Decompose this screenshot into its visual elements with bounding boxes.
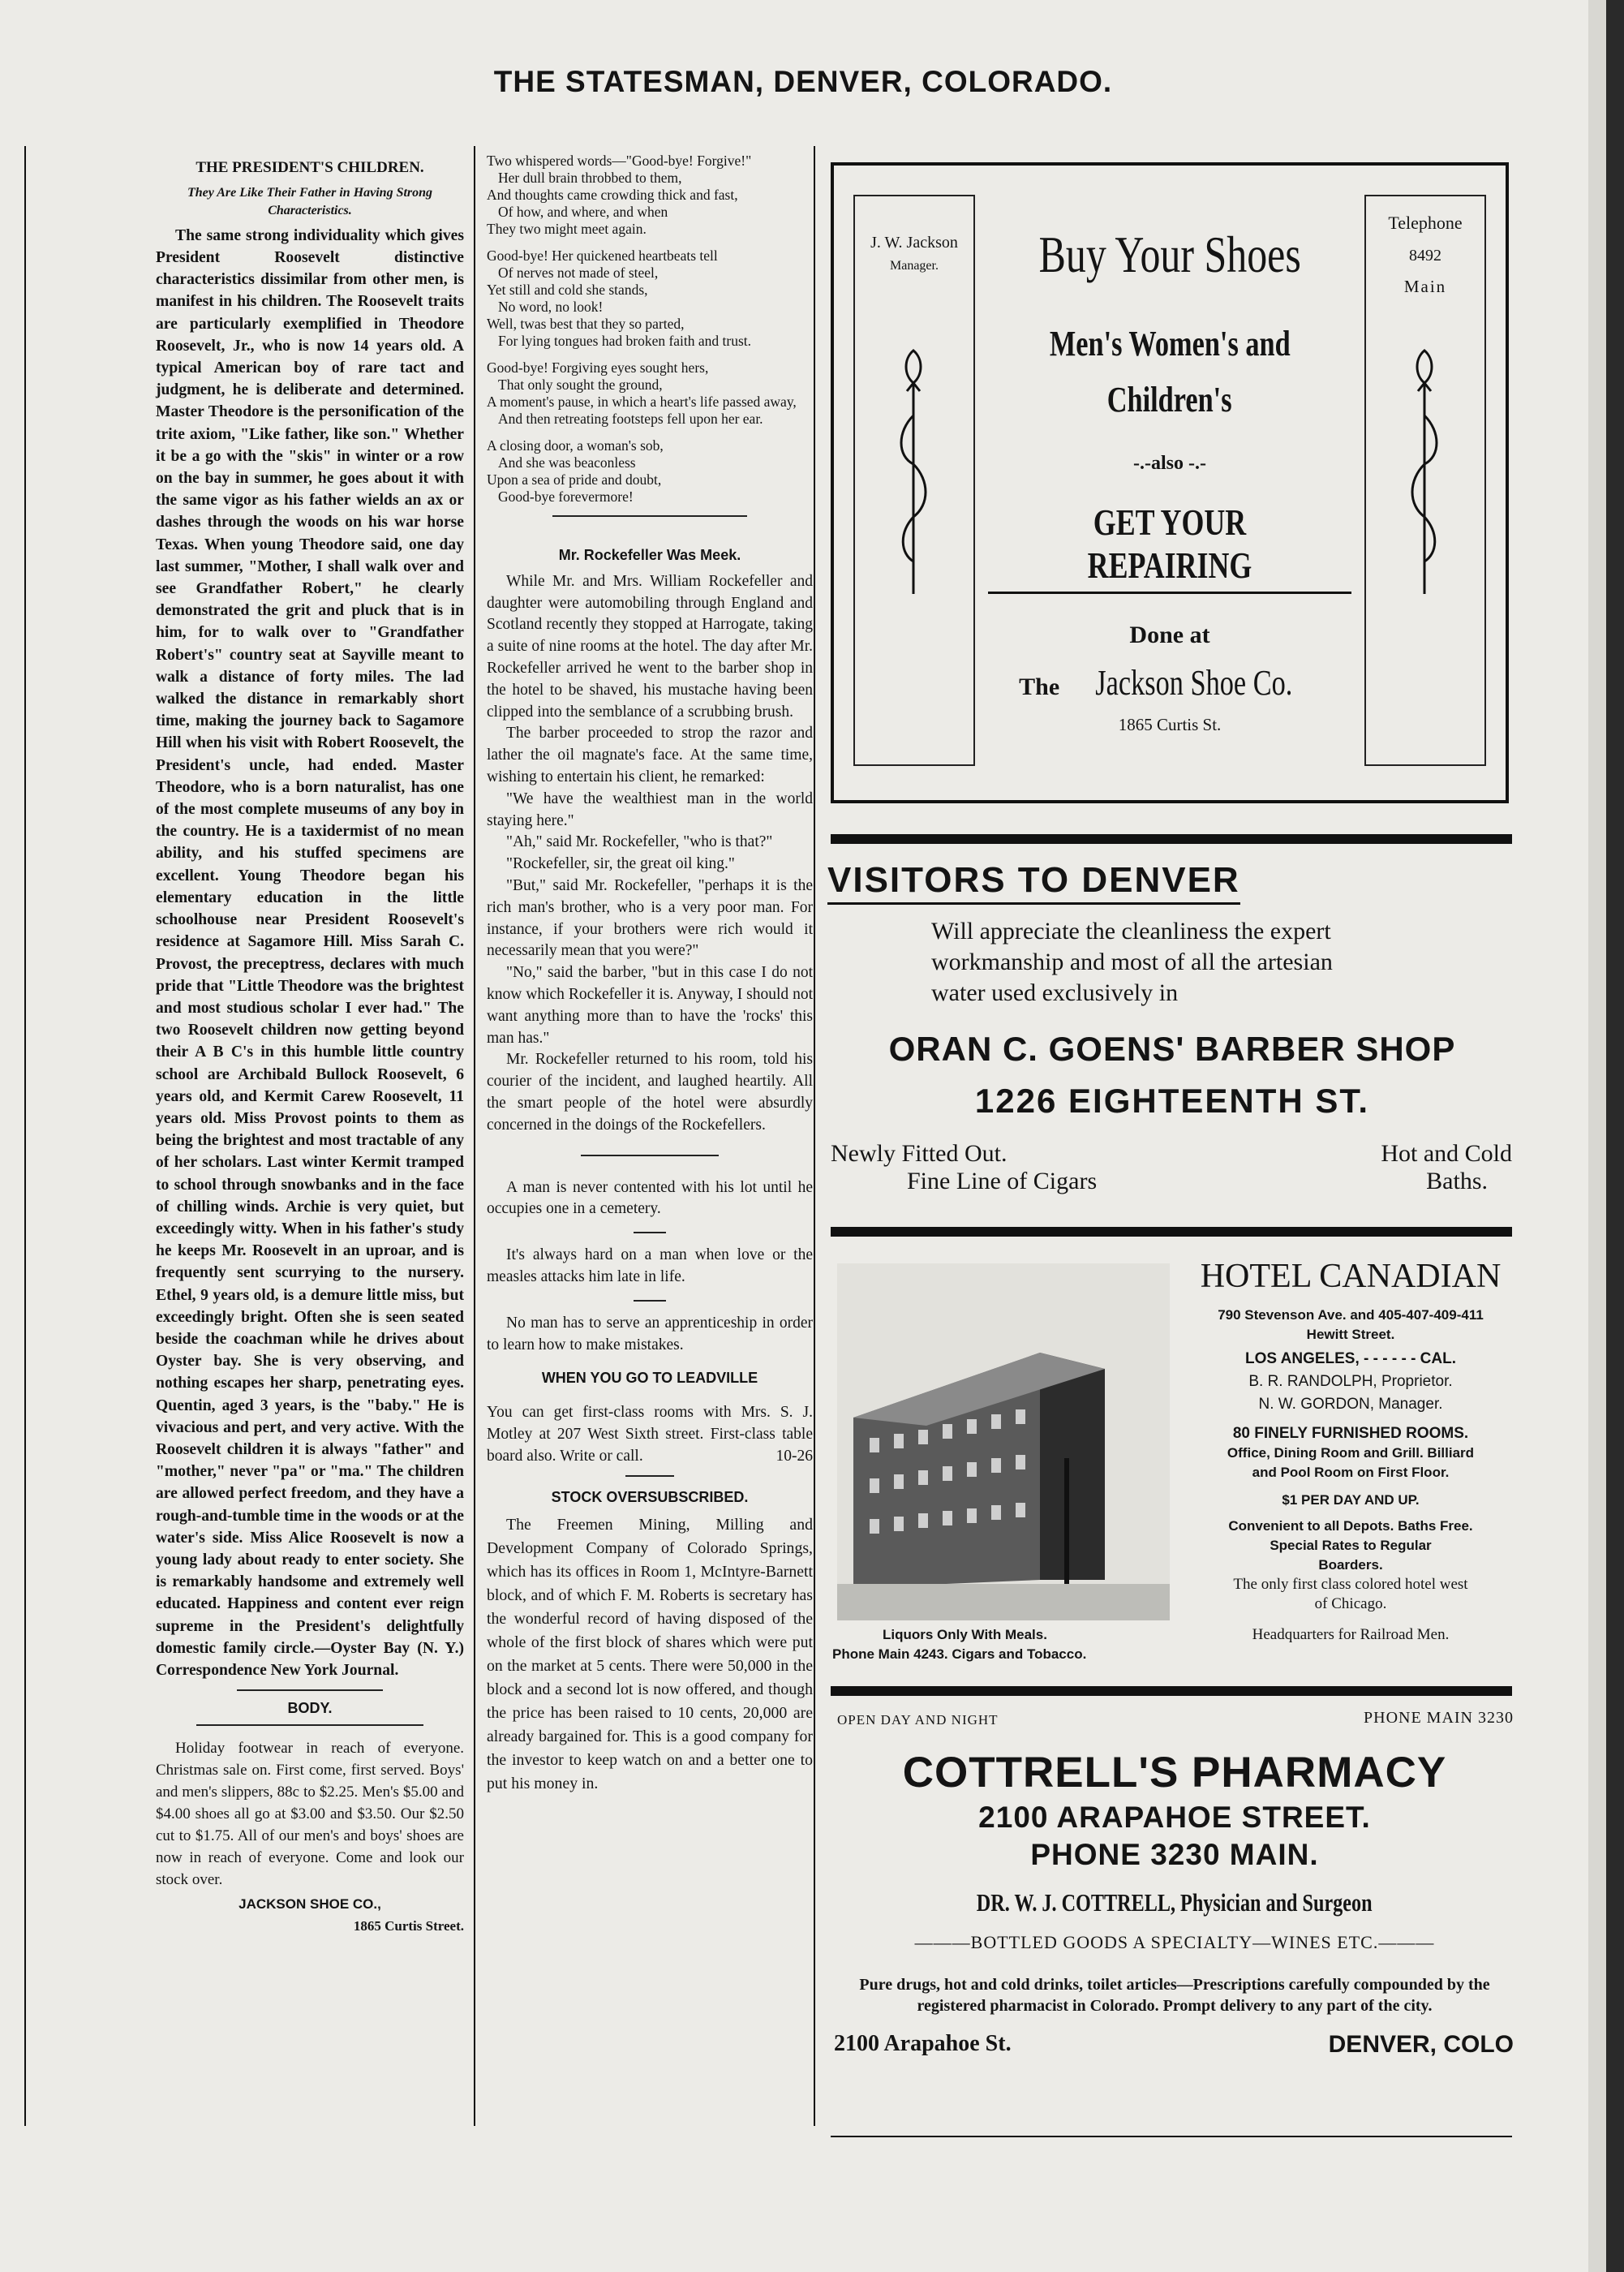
column-rule-2 (814, 146, 815, 2126)
barber-line2: workmanship and most of all the artesian (931, 949, 1333, 975)
pharmacy-name: COTTRELL'S PHARMACY (902, 1749, 1447, 1797)
hotel-hq: Headquarters for Railroad Men. (1252, 1626, 1450, 1643)
manager-name: J. W. Jackson (870, 234, 958, 252)
poem-line: Good-bye! Her quickened heartbeats tell (487, 247, 718, 264)
hotel-only1: The only first class colored hotel west (1233, 1576, 1468, 1593)
hotel-city: LOS ANGELES, - - - - - - CAL. (1245, 1350, 1456, 1367)
poem-line: A closing door, a woman's sob, (487, 437, 664, 454)
hotel-conv3: Boarders. (1318, 1557, 1383, 1573)
barber-address: 1226 EIGHTEENTH ST. (974, 1082, 1370, 1120)
pharmacy-ad (834, 1707, 1515, 2072)
hotel-manager: N. W. GORDON, Manager. (1258, 1396, 1443, 1413)
divider (237, 1689, 383, 1691)
barber-heading: VISITORS TO DENVER (827, 860, 1240, 905)
hotel-office2: and Pool Room on First Floor. (1252, 1465, 1450, 1480)
stock-body: The Freemen Mining, Milling and Development Company of Colorado Springs, which has its offices in Room 1, McIntyre-Barnett block, and of which F. M. Roberts is secretary has the wonderful record of having disposed of the whole of the first block of shares which were put on the market at 5 cents. There were 50,000 in the block and a second lot is now offered, and though the price has been raised to 10 cents, 20,000 are already bargained for. This is a good company for the investor to keep watch on and a better one to put his money in. (487, 1516, 813, 1793)
shoe-also: -.-also -.- (1133, 453, 1206, 474)
poem-line: And then retreating footsteps fell upon her ear. (498, 411, 763, 427)
heavy-rule-3 (831, 1686, 1512, 1696)
pharmacy-phone: PHONE 3230 MAIN. (1030, 1838, 1319, 1871)
tulip-ornament-right (1400, 342, 1449, 602)
shoe-repair-text: GET YOUR REPAIRING (1087, 501, 1252, 586)
hotel-caption-1: Liquors Only With Meals. (883, 1627, 1047, 1642)
shoe-headline (988, 222, 1351, 287)
hotel-addr1: 790 Stevenson Ave. and 405-407-409-411 (1218, 1307, 1484, 1323)
barber-line1: Will appreciate the cleanliness the expert (931, 918, 1331, 945)
tulip-ornament-left (889, 342, 938, 602)
hotel-ad (827, 1254, 1517, 1676)
shoe-repair (988, 501, 1351, 594)
column-2 (487, 153, 813, 1796)
divider (634, 1300, 666, 1302)
hotel-rate: $1 PER DAY AND UP. (1282, 1492, 1420, 1508)
masthead: THE STATESMAN, DENVER, COLORADO. (493, 65, 1113, 98)
poem-line: Good-bye! Forgiving eyes sought hers, (487, 359, 709, 376)
barber-hot-cold: Hot and Cold (1381, 1140, 1512, 1167)
pharmacy-doctor (834, 1888, 1515, 1917)
telephone-label: Telephone (1388, 213, 1463, 233)
divider (552, 515, 747, 517)
hotel-conv2: Special Rates to Regular (1270, 1538, 1432, 1553)
barber-baths: Baths. (1426, 1168, 1488, 1194)
pharmacy-foot-right: DENVER, COLO (1328, 2031, 1514, 2058)
rockefeller-paragraph: While Mr. and Mrs. William Rockefeller and daughter were automobiling through England and Scotland recently they stopped at Harrogate, taking a suite of nine rooms at the hotel. The day after Mr. Rockefeller arrived he went to the barber shop in the hotel to be shaved, his mustache having been clipped into the semblance of a scrubbing brush. (487, 572, 813, 721)
shoe-line1-text: Men's Women's and (1049, 324, 1291, 364)
shoe-line1 (988, 323, 1351, 364)
poem-line: No word, no look! (498, 299, 604, 315)
poem (487, 153, 813, 506)
pharmacy-bottled: ———BOTTLED GOODS A SPECIALTY—WINES ETC.——— (914, 1932, 1435, 1952)
pharmacy-street: 2100 ARAPAHOE STREET. (978, 1801, 1371, 1834)
leadville-text: You can get first-class rooms with Mrs. S. J. Motley at 207 West Sixth street. First-class table board also. Write or call. (487, 1404, 813, 1465)
shoe-line2-text: Children's (1107, 380, 1232, 420)
hotel-name: HOTEL CANADIAN (1200, 1258, 1502, 1295)
filler-cemetery: A man is never contented with his lot until he occupies one in a cemetery. (487, 1178, 813, 1218)
barber-shop-name: ORAN C. GOENS' BARBER SHOP (888, 1030, 1456, 1068)
rockefeller-title: Mr. Rockefeller Was Meek. (558, 547, 741, 563)
column-1 (156, 154, 464, 1938)
poem-line: Upon a sea of pride and doubt, (487, 471, 662, 488)
divider (625, 1475, 674, 1477)
article-body: The same strong individuality which gives President Roosevelt distinctive characteristics dissimilar from other men, is manifest in his children. The Roosevelt traits are particularly exemplified in Theodore Roosevelt, Jr., who is now 14 years old. A typical American boy of rare tact and judgment, he is deliberate and determined. Master Theodore is the personification of the trite axiom, "Like father, like son." Whether it be a go with the "skis" in winter or a row on the bay in summer, he goes about it with the same vigor as his father wields an ax or dashes through the woods on his war horse Texas. When young Theodore said, one day last summer, "Mother, I shall walk over and see Grandfather Robert," he clearly demonstrated the grit and pluck that is in him, for to walk over to "Grandfather Robert's" country seat at Sayville meant to walk a distance of forty miles. The lad walked the distance in remarkably short time, making the journey back to Sagamore Hill when his visit with Robert Roosevelt, the President's uncle, had ended. Master Theodore, who is a born naturalist, has one of the most complete museums of any boy in the country. He is a taxidermist of no mean ability, and his stuffed specimens are excellent. Young Theodore began his elementary education in the little schoolhouse near President Roosevelt's residence at Sagamore Hill. Miss Sarah C. Provost, the preceptress, declares with much pride that "Little Theodore was the brightest and most studious scholar I ever had." The two Roosevelt children now getting beyond their A B C's in this humble little country school are Archibald Bullock Roosevelt, 6 years old, and Kermit Carew Roosevelt, 11 years old. Miss Provost points to them as being the brightest and most tractable of any of her scholars. Last winter Kermit tramped to school through snowbanks and in the face of chilling winds. Archie is very quiet, but exceedingly witty. When in his father's study he keeps Mr. Roosevelt in an uproar, and is frequently sent scurrying to the nursery. Ethel, 9 years old, is a demure little miss, but exceedingly bright. Often she is seen seated beside the coachman while he drives about Oyster bay. She is very observing, and nothing escapes her sharp, penetrating eyes. Quentin, aged 3 years, is the "baby." He is vivacious and pert, and very active. With the Roosevelt children it is always "father" and "mother," never "pa" or "ma." The children are allowed perfect freedom, and they have a rough-and-tumble time in the woods or at the water's side. Miss Alice Roosevelt is now a young lady about ready to enter society. She is remarkably handsome and extremely well educated. Happiness and content ever reign supreme in the President's delightfully domestic family circle.—Oyster Bay (N. Y.) Correspondence New York Journal. (156, 226, 464, 1679)
hotel-conv1: Convenient to all Depots. Baths Free. (1228, 1518, 1473, 1534)
telephone-number: 8492 (1409, 247, 1441, 265)
shoe-sale-signature: JACKSON SHOE CO., (238, 1896, 381, 1912)
pharmacy-topline (834, 1707, 1515, 1732)
divider (196, 1724, 423, 1726)
shoe-ad-center (988, 222, 1351, 735)
shoe-done: Done at (1129, 622, 1210, 648)
divider (581, 1155, 719, 1156)
poem-line: Well, twas best that they so parted, (487, 316, 685, 332)
shoe-company-the: The (1019, 673, 1060, 700)
page-edge (1588, 0, 1606, 2272)
poem-stanza (487, 437, 813, 506)
poem-line: Two whispered words—"Good-bye! Forgive!" (487, 153, 752, 169)
hotel-rooms: 80 FINELY FURNISHED ROOMS. (1232, 1425, 1469, 1442)
barber-line3: water used exclusively in (931, 979, 1179, 1006)
shoe-address: 1865 Curtis St. (1118, 715, 1222, 734)
rockefeller-paragraph: The barber proceeded to strop the razor and lather the oil magnate's face. At the same time, wishing to entertain his client, he remarked: (487, 725, 813, 785)
hotel-building-image (837, 1263, 1170, 1620)
poem-line: They two might meet again. (487, 221, 647, 237)
rockefeller-paragraph: "Rockefeller, sir, the great oil king." (506, 855, 735, 873)
shoe-company-name: Jackson Shoe Co. (1095, 663, 1293, 703)
hotel-office1: Office, Dining Room and Grill. Billiard (1227, 1445, 1475, 1461)
poem-line: For lying tongues had broken faith and trust. (498, 333, 752, 349)
poem-line: Her dull brain throbbed to them, (498, 170, 682, 186)
bottom-rule (831, 2136, 1512, 2137)
article-subtitle: They Are Like Their Father in Having Strong Characteristics. (187, 185, 433, 217)
shoe-sale-text: Holiday footwear in reach of everyone. Christmas sale on. First come, first served. Boys' and men's slippers, 88c to $2.25. Men's $5.00 and $4.00 shoes all go at $3.00 and $3.50. Our $2.50 cut to $1.75. All of our men's and boys' shoes are now in reach of everyone. Come and look our stock over. (156, 1740, 464, 1888)
shoe-line2 (988, 379, 1351, 420)
poem-line: Yet still and cold she stands, (487, 282, 648, 298)
divider (634, 1232, 666, 1233)
pharmacy-phone-top: PHONE MAIN 3230 (1364, 1709, 1514, 1727)
rockefeller-paragraph: "But," said Mr. Rockefeller, "perhaps it is the rich man's brother, who is a very poor man. For instance, if your brothers were rich would it necessarily mean that you were?" (487, 876, 813, 960)
pharmacy-open: OPEN DAY AND NIGHT (837, 1712, 999, 1728)
poem-stanza (487, 153, 813, 238)
hotel-caption-2: Phone Main 4243. Cigars and Tobacco. (832, 1646, 1087, 1662)
shoe-sale-address: 1865 Curtis Street. (353, 1917, 464, 1934)
manager-title: Manager. (890, 259, 939, 273)
ad-title-body: BODY. (287, 1700, 333, 1717)
rockefeller-paragraph: Mr. Rockefeller returned to his room, told his courier of the incident, and laughed heartily. All the smart people of the hotel were absurdly concerned in the doings of the Rockefellers. (487, 1051, 813, 1134)
leadville-body (487, 1402, 813, 1467)
leadville-title: WHEN YOU GO TO LEADVILLE (541, 1370, 758, 1387)
poem-line: And thoughts came crowding thick and fast, (487, 187, 738, 203)
article-title: THE PRESIDENT'S CHILDREN. (195, 159, 424, 176)
poem-line: Of nerves not made of steel, (498, 265, 659, 281)
pharmacy-drugs: Pure drugs, hot and cold drinks, toilet articles—Prescriptions carefully compounded by the registered pharmacist in Colorado. Prompt delivery to any part of the city. (859, 1976, 1490, 2015)
barber-footer (827, 1140, 1517, 1205)
poem-line: Good-bye forevermore! (498, 488, 634, 505)
hotel-details (1180, 1254, 1521, 1645)
shoe-headline-text: Buy Your Shoes (1038, 226, 1301, 283)
poem-line: That only sought the ground, (498, 377, 663, 393)
rockefeller-paragraph: "We have the wealthiest man in the world staying here." (487, 790, 813, 829)
poem-stanza (487, 247, 813, 350)
stock-title: STOCK OVERSUBSCRIBED. (551, 1489, 749, 1506)
barber-copy (931, 916, 1517, 1009)
poem-line: And she was beaconless (498, 454, 636, 471)
rockefeller-article (487, 571, 813, 1137)
shoe-ad (831, 162, 1509, 803)
rockefeller-paragraph: "Ah," said Mr. Rockefeller, "who is that?" (506, 833, 773, 851)
barber-ad (827, 860, 1517, 1205)
hotel-addr2: Hewitt Street. (1306, 1327, 1395, 1342)
heavy-rule-1 (831, 834, 1512, 844)
pharmacy-foot-left: 2100 Arapahoe St. (834, 2031, 1012, 2056)
column-rule-left (24, 146, 26, 2126)
poem-stanza (487, 359, 813, 428)
column-rule-1 (474, 146, 475, 2126)
filler-mistakes: No man has to serve an apprenticeship in order to learn how to make mistakes. (487, 1314, 813, 1353)
poem-line: A moment's pause, in which a heart's life passed away, (487, 394, 797, 410)
shoe-ad-right-panel (1364, 195, 1486, 766)
hotel-only2: of Chicago. (1314, 1595, 1387, 1612)
shoe-company (988, 662, 1351, 704)
leadville-code: 10-26 (775, 1447, 813, 1465)
filler-measles: It's always hard on a man when love or the measles attacks him late in life. (487, 1246, 813, 1285)
shoe-ad-left-panel (853, 195, 975, 766)
pharmacy-footer (834, 2031, 1515, 2072)
poem-line: Of how, and where, and when (498, 204, 668, 220)
hotel-proprietor: B. R. RANDOLPH, Proprietor. (1248, 1373, 1453, 1390)
heavy-rule-2 (831, 1227, 1512, 1237)
barber-fitted: Newly Fitted Out. (831, 1140, 1007, 1167)
barber-cigars: Fine Line of Cigars (907, 1168, 1098, 1194)
telephone-exchange: Main (1403, 277, 1447, 296)
rockefeller-paragraph: "No," said the barber, "but in this case I do not know which Rockefeller it is. Anyway, I should not want anything more than to have the 'rocks' this man has." (487, 964, 813, 1047)
pharmacy-doctor-text: DR. W. J. COTTRELL, Physician and Surgeon (977, 1888, 1373, 1917)
